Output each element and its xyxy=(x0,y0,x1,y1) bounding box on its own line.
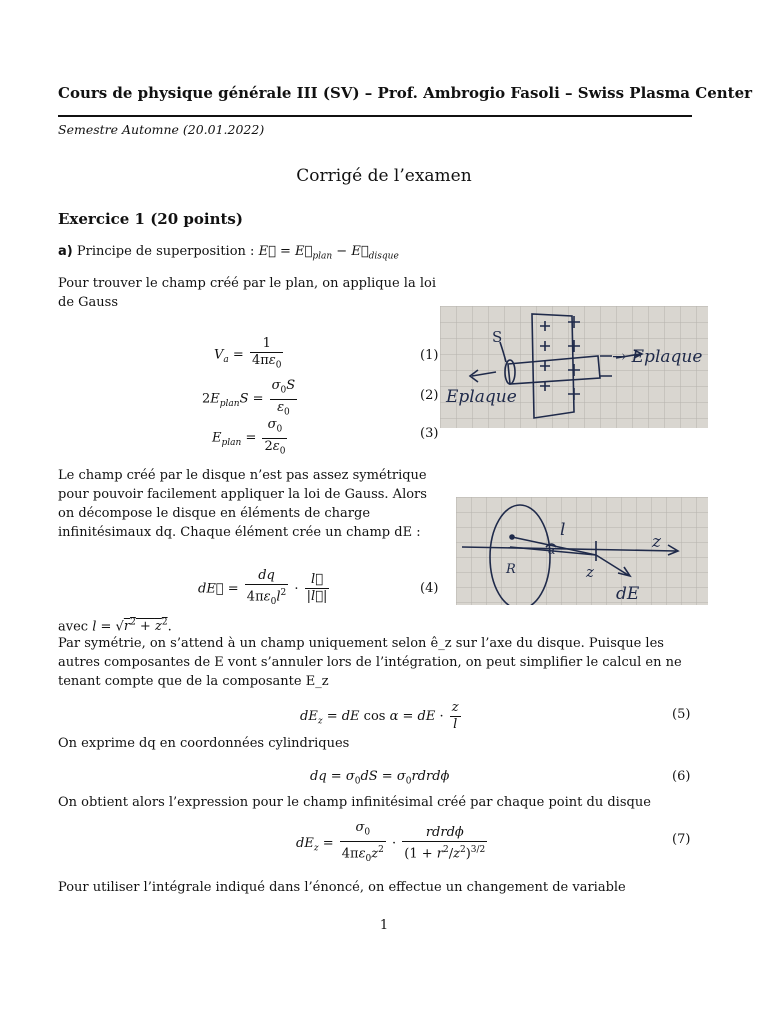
paragraph-gauss: Pour trouver le champ créé par le plan, on applique la loi de Gauss xyxy=(58,276,436,310)
part-a-text: Principe de superposition : xyxy=(76,244,255,259)
exercise-title: Exercice 1 (20 points) xyxy=(58,210,243,228)
sketch2-label-l: l xyxy=(560,520,566,540)
sketch2-label-de: dE xyxy=(616,584,640,604)
avec-line: avec $l = √r^2 + z^2$. xyxy=(58,618,172,635)
paragraph-disk: Le champ créé par le disque n’est pas assez symétrique pour pouvoir facilement appliquer la loi de Gauss. Alors on décompose le disque en éléments de charge infinitésimaux dq. Chaque élément crée un champ dE : xyxy=(58,468,427,540)
semester-date: Semestre Automne (20.01.2022) xyxy=(58,122,265,137)
sketch2-label-alpha: α xyxy=(548,544,556,557)
avec-word: avec xyxy=(58,619,89,635)
paragraph-infinitesimal: On obtient alors l’expression pour le champ infinitésimal créé par chaque point du disque xyxy=(58,795,651,810)
sketch1-label-eplaque-right: → Eplaque xyxy=(612,347,703,367)
equation-number-7: (7) xyxy=(672,832,691,847)
page-number: 1 xyxy=(379,918,389,933)
sketch1-label-s: S xyxy=(492,328,503,346)
paragraph-symmetry: Par symétrie, on s’attend à un champ uniquement selon ê_z sur l’axe du disque. Puisque les autres composantes de E vont s’annuler lors de l’intégration, on peut simplifier le calcul en ne tenant compte que de la composante E_z xyxy=(58,636,682,689)
page-title: Corrigé de l’examen xyxy=(296,166,472,186)
equation-5: $dE_z$ = dE cos α = dE · $\frac{z}{l}$ xyxy=(300,700,459,732)
equation-7: $dE_z$ = $\frac{\sigma_0}{4\pi\varepsilon_0z^2}$ · $\frac{\text{rdrdϕ}}{(1 + r^2/z^2)^{3/2}}$ xyxy=(296,820,486,864)
sketch-plane-gauss-drawing xyxy=(440,306,708,428)
equation-number-3: (3) xyxy=(420,426,439,441)
equation-number-1: (1) xyxy=(420,348,439,363)
equation-number-5: (5) xyxy=(672,707,691,722)
sketch2-label-r: R xyxy=(506,562,516,577)
sketch-disk-element-drawing xyxy=(456,497,708,605)
equation-6: dq = $\sigma_0dS$ = $\sigma_0rdrd\phi$ xyxy=(310,769,450,787)
equation-2: $2E_{plan}S$ = $\frac{\sigma_0S}{\varepsilon_0}$ xyxy=(202,378,296,418)
sketch1-label-eplaque-left: Eplaque xyxy=(446,387,517,407)
equation-1: $V_a$ = $\frac{1}{4\pi\varepsilon_0}$ xyxy=(214,336,282,371)
sketch2-label-z-axis: z xyxy=(652,532,661,552)
paragraph-change-variable: Pour utiliser l’intégrale indiqué dans l’énoncé, on effectue un changement de variable xyxy=(58,880,626,895)
equation-number-6: (6) xyxy=(672,769,691,784)
part-a-line: a) Principe de superposition : E⃗ = $E⃗_{plan}$ − $E⃗_{disque}$ xyxy=(58,244,399,262)
sketch2-label-z: z xyxy=(586,563,594,581)
course-header: Cours de physique générale III (SV) – Prof. Ambrogio Fasoli – Swiss Plasma Center xyxy=(58,84,753,102)
equation-number-2: (2) xyxy=(420,388,439,403)
part-a-label: a) xyxy=(58,244,73,259)
equation-number-4: (4) xyxy=(420,581,439,596)
sketch-plane-gauss xyxy=(440,306,708,428)
paragraph-cylindrical: On exprime dq en coordonnées cylindriques xyxy=(58,736,350,751)
equation-3: $E_{plan}$ = $\frac{\sigma_0}{2\varepsilon_0}$ xyxy=(212,417,286,457)
header-rule xyxy=(58,115,692,117)
sketch-disk-element xyxy=(456,497,708,605)
equation-4: dE⃗ = $\frac{dq}{4\pi\varepsilon_0l^2}$ · $\frac{l⃗}{|l⃗|}$ xyxy=(198,568,328,607)
